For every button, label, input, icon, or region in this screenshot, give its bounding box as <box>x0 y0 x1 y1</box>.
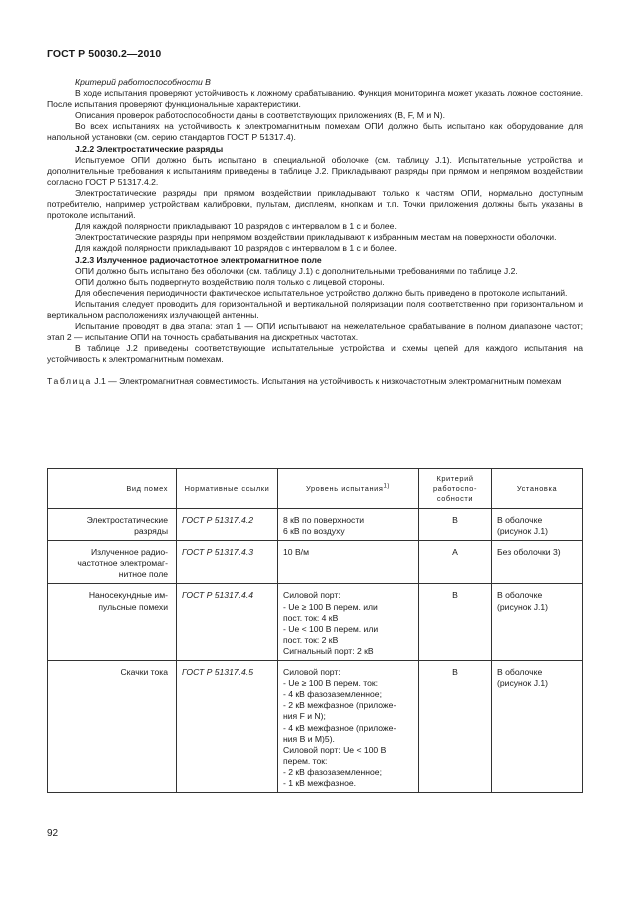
cell-criterion: В <box>419 584 492 661</box>
cell-level-line: 6 кВ по воздуху <box>283 526 345 537</box>
cell-level-line: - Ue ≥ 100 В перем. ток: <box>283 678 379 689</box>
paragraph: Испытания следует проводить для горизонтальной и вертикальной поляризации поля соответственно при горизонтальном и вертикальном расположениях излучающей антенны. <box>47 298 583 320</box>
paragraph: ОПИ должно быть испытано без оболочки (см. таблицу J.1) с дополнительными требованиями по таблице J.2. <box>75 265 518 276</box>
header-level <box>278 469 419 509</box>
section-heading: J.2.2 Электростатические разряды <box>75 143 224 154</box>
paragraph: Для каждой полярности прикладывают 10 разрядов с интервалом в 1 с и более. <box>75 221 397 232</box>
cell-ref: ГОСТ Р 51317.4.3 <box>177 541 278 584</box>
cell-kind-line: Наносекундные им- <box>88 590 168 601</box>
table-caption <box>47 376 583 387</box>
cell-level-line: ния F и N); <box>283 711 326 722</box>
table-row <box>48 661 583 793</box>
cell-level-line: 8 кВ по поверхности <box>283 515 365 525</box>
cell-kind <box>48 541 177 584</box>
cell-kind-line: Скачки тока <box>120 667 168 678</box>
paragraph: Для каждой полярности прикладывают 10 разрядов с интервалом в 1 с и более. <box>75 243 397 254</box>
cell-install <box>492 661 583 793</box>
cell-install-line: В оболочке <box>497 515 543 525</box>
cell-level <box>278 509 419 541</box>
cell-install <box>492 584 583 661</box>
cell-criterion: В <box>419 661 492 793</box>
cell-level-line: Силовой порт: <box>283 590 341 601</box>
cell-level-line: Силовой порт: <box>283 667 341 678</box>
table-body <box>48 509 583 793</box>
cell-kind-line: нитное поле <box>118 569 168 580</box>
table-header-row <box>48 469 583 509</box>
cell-level-line: - 2 кВ фазозаземленное; <box>283 766 382 777</box>
cell-ref: ГОСТ Р 51317.4.2 <box>177 509 278 541</box>
page-number: 92 <box>47 828 59 839</box>
cell-install-line: (рисунок J.1) <box>497 526 549 537</box>
cell-level-line: - Ue < 100 В перем. или <box>283 623 379 634</box>
table-row <box>48 584 583 661</box>
cell-kind <box>48 509 177 541</box>
table-row <box>48 509 583 541</box>
cell-kind-line: Излученное радио- <box>90 547 168 558</box>
cell-ref: ГОСТ Р 51317.4.4 <box>177 584 278 661</box>
emc-table <box>47 468 583 793</box>
cell-ref: ГОСТ Р 51317.4.5 <box>177 661 278 793</box>
paragraph: Испытание проводят в два этапа: этап 1 — ОПИ испытывают на нежелательное срабатывание в полном диапазоне частот; этап 2 — испытание ОПИ на точность срабатывания на дискретных частотах. <box>47 321 583 343</box>
cell-level-line: Силовой порт: Ue < 100 В <box>283 744 387 755</box>
cell-kind-line: Электростатические <box>86 515 168 525</box>
paragraph: В ходе испытания проверяют устойчивость к ложному срабатыванию. Функция мониторинга может указать ложное состояние. После испытания проверяют функциональные характеристики. <box>47 88 583 110</box>
cell-level-line: пост. ток: 2 кВ <box>283 634 339 645</box>
table-caption-label: Таблица <box>47 376 92 387</box>
header-level-text: Уровень испытания <box>305 483 384 493</box>
header-level-sup: 1) <box>383 483 391 490</box>
cell-level-line: Сигнальный порт: 2 кВ <box>283 645 374 656</box>
paragraph: Электростатические разряды при непрямом воздействии прикладывают к избранным местам на поверхности оболочки. <box>75 232 557 243</box>
cell-level-line: - 4 кВ межфазное (приложе- <box>283 722 397 733</box>
paragraph: В таблице J.2 приведены соответствующие испытательные устройства и схемы цепей для каждого испытания на устойчивость к электромагнитным помехам. <box>47 343 583 365</box>
header-ref: Нормативные ссылки <box>177 469 278 509</box>
cell-level-line: ния В и М)5). <box>283 733 335 744</box>
document-header: ГОСТ Р 50030.2—2010 <box>47 48 162 60</box>
cell-install-line: В оболочке <box>497 667 543 678</box>
paragraph: Критерий работоспособности В <box>75 77 211 87</box>
document-body <box>47 77 583 388</box>
cell-install <box>492 541 583 584</box>
cell-level-line: 10 В/м <box>283 547 309 558</box>
table-caption-text: J.1 — Электромагнитная совместимость. Испытания на устойчивость к низкочастотным электромагнитным помехам <box>94 376 562 387</box>
cell-install-line: (рисунок J.1) <box>497 678 549 689</box>
cell-level-line: пост. ток: 4 кВ <box>283 612 339 623</box>
cell-kind-line: частотное электромаг- <box>77 558 168 569</box>
cell-criterion: В <box>419 509 492 541</box>
cell-install-line: (рисунок J.1) <box>497 601 549 612</box>
cell-install-line: Без оболочки 3) <box>497 547 561 558</box>
paragraph: Испытуемое ОПИ должно быть испытано в специальной оболочке (см. таблицу J.1). Испытательные устройства и дополнительные требования к испытаниям приведены в таблице J.2. Прикладывают разряды при прямом и непрямом воздействии согласно ГОСТ Р 51317.4.2. <box>47 154 583 187</box>
header-criterion: Критерий работоспо-собности <box>419 469 492 509</box>
cell-level <box>278 661 419 793</box>
cell-level <box>278 584 419 661</box>
header-install: Установка <box>492 469 583 509</box>
paragraph: Описания проверок работоспособности даны в соответствующих приложениях (B, F, M и N). <box>75 110 445 121</box>
cell-criterion: А <box>419 541 492 584</box>
cell-level-line: - 1 кВ межфазное. <box>283 777 357 788</box>
cell-level-line: - 2 кВ межфазное (приложе- <box>283 700 397 711</box>
paragraph: Во всех испытаниях на устойчивость к электромагнитным помехам ОПИ должно быть испытано как оборудование для напольной установки (см. серию стандартов ГОСТ Р 51317.4). <box>47 121 583 143</box>
cell-kind <box>48 584 177 661</box>
paragraph: ОПИ должно быть подвергнуто воздействию поля только с лицевой стороны. <box>75 276 385 287</box>
cell-install-line: В оболочке <box>497 590 543 601</box>
paragraph: Для обеспечения периодичности фактическое испытательное устройство должно быть приведено в протоколе испытаний. <box>75 287 568 298</box>
paragraph-list <box>47 77 583 365</box>
section-heading: J.2.3 Излученное радиочастотное электромагнитное поле <box>75 254 322 265</box>
cell-level <box>278 541 419 584</box>
cell-level-line: - Ue ≥ 100 В перем. или <box>283 601 378 612</box>
cell-kind-line: пульсные помехи <box>98 601 168 612</box>
cell-kind-line: разряды <box>134 526 168 537</box>
paragraph: Электростатические разряды при прямом воздействии прикладывают только к частям ОПИ, нормально доступным потребителю, например устройствам калибровки, пультам, дисплеям, кнопкам и т.п. Точки приложения должны быть указаны в протоколе испытаний. <box>47 187 583 221</box>
header-kind: Вид помех <box>48 469 177 509</box>
cell-install <box>492 509 583 541</box>
table-row <box>48 541 583 584</box>
cell-level-line: перем. ток: <box>283 755 328 766</box>
cell-kind <box>48 661 177 793</box>
cell-level-line: - 4 кВ фазозаземленное; <box>283 689 382 700</box>
